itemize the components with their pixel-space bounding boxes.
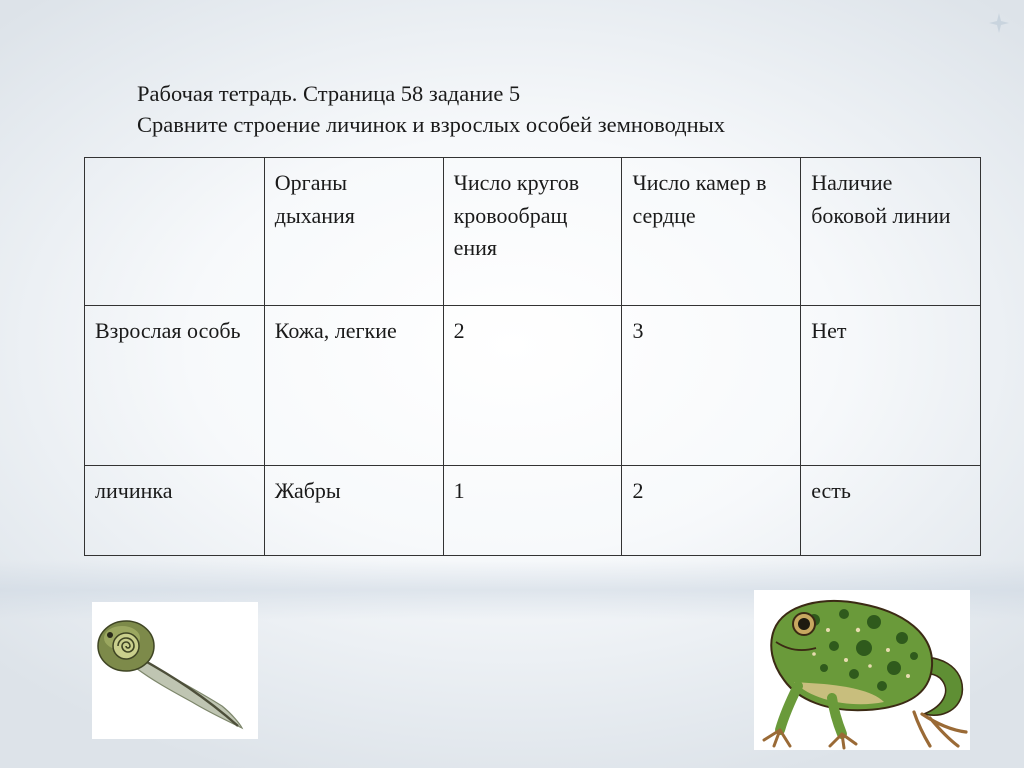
table-corner-cell	[85, 158, 265, 306]
header-lateral-line: Наличие боковой линии	[801, 158, 981, 306]
cell-adult-circulation: 2	[443, 306, 622, 466]
tadpole-image	[92, 602, 258, 739]
row-label-larva: личинка	[85, 466, 265, 556]
row-label-adult: Взрослая особь	[85, 306, 265, 466]
table-header-row	[85, 158, 981, 306]
cell-larva-breathing: Жабры	[264, 466, 443, 556]
header-chambers: Число камер в сердце	[622, 158, 801, 306]
corner-decoration-icon	[988, 12, 1010, 34]
header-circulation: Число кругов кровообращ ения	[443, 158, 622, 306]
tadpole-icon	[92, 602, 258, 739]
table-row	[85, 466, 981, 556]
slide-title: Рабочая тетрадь. Страница 58 задание 5	[137, 81, 521, 106]
cell-larva-circulation: 1	[443, 466, 622, 556]
cell-adult-breathing: Кожа, легкие	[264, 306, 443, 466]
cell-adult-lateral-line: Нет	[801, 306, 981, 466]
table-row	[85, 306, 981, 466]
slide-subtitle: Сравните строение личинок и взрослых особей земноводных	[137, 112, 726, 137]
comparison-table	[84, 157, 981, 556]
cell-larva-chambers: 2	[622, 466, 801, 556]
cell-larva-lateral-line: есть	[801, 466, 981, 556]
frog-icon	[754, 590, 970, 750]
frog-image	[754, 590, 970, 750]
header-breathing: Органы дыхания	[264, 158, 443, 306]
slide-header	[137, 78, 937, 140]
cell-adult-chambers: 3	[622, 306, 801, 466]
